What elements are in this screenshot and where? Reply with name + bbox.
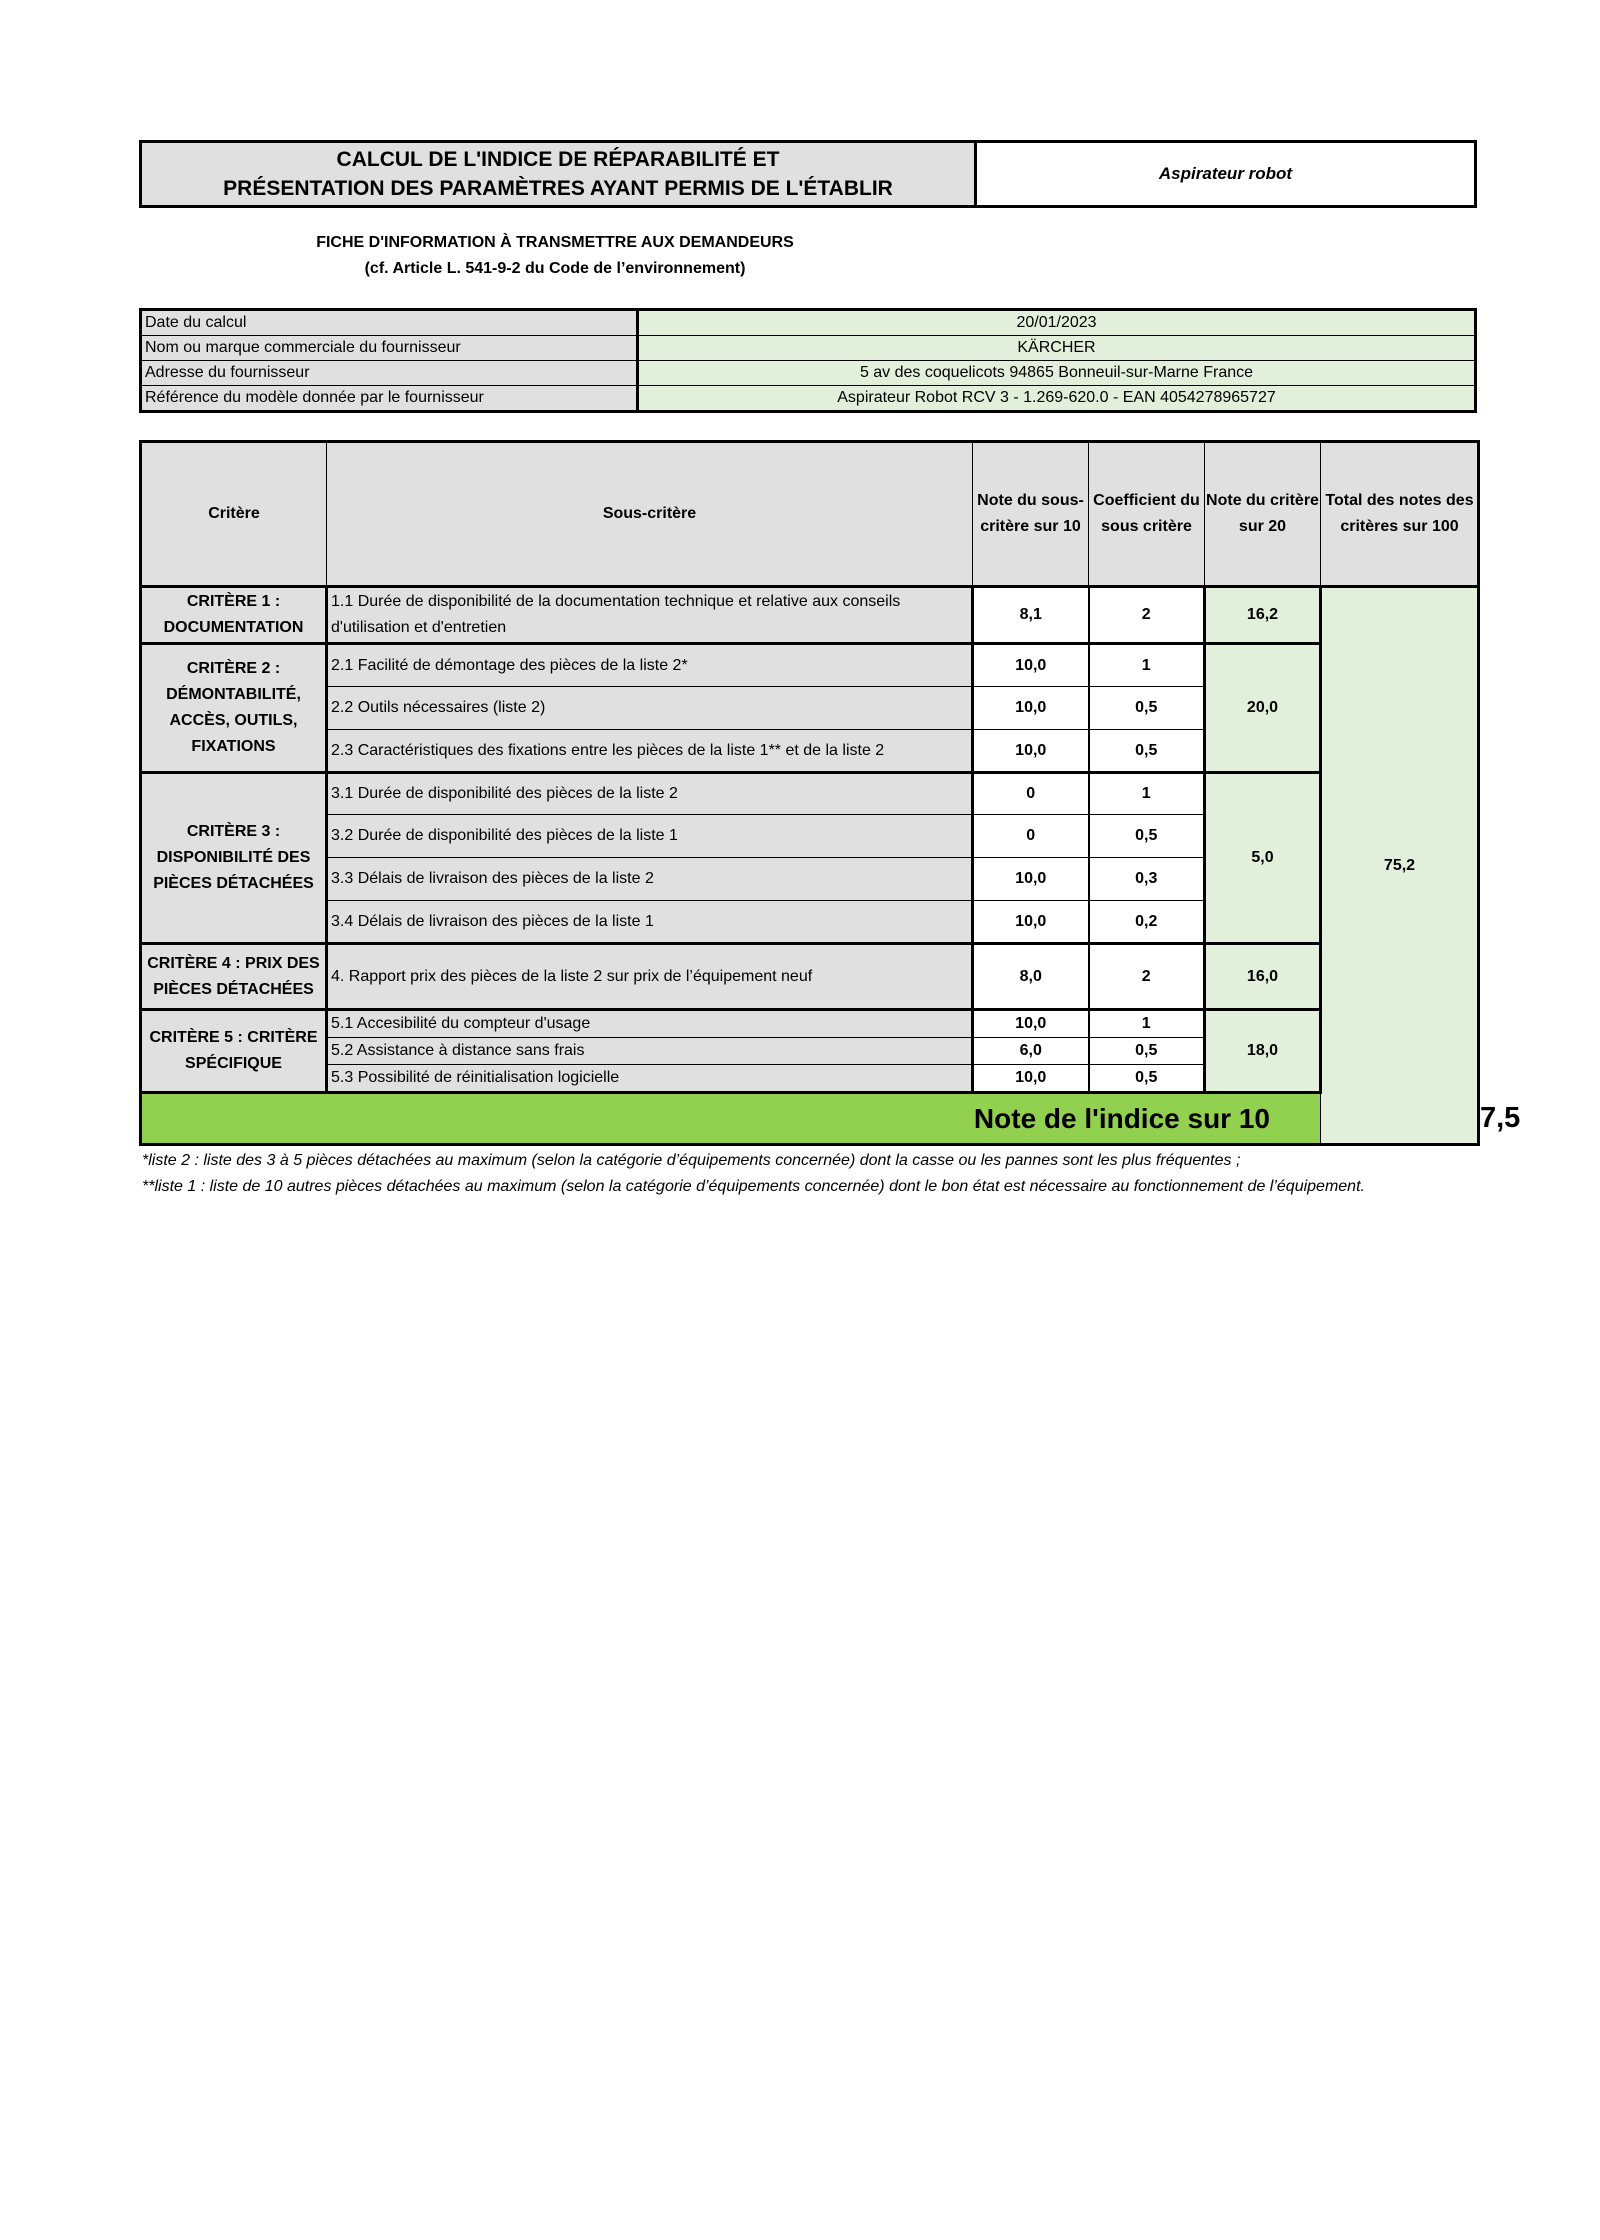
sub-criterion-note: 10,0 [973, 644, 1089, 687]
sub-criterion-coef: 1 [1089, 1010, 1205, 1038]
info-label: Adresse du fournisseur [141, 361, 638, 386]
header-note-sous-critere: Note du sous-critère sur 10 [973, 442, 1089, 587]
sub-criterion-note: 10,0 [973, 1065, 1089, 1093]
info-row-date [141, 310, 1476, 336]
sub-criterion-label: 2.1 Facilité de démontage des pièces de la liste 2* [327, 644, 973, 687]
sub-criterion-label: 5.1 Accesibilité du compteur d'usage [327, 1010, 973, 1038]
header-coefficient: Coefficient du sous critère [1089, 442, 1205, 587]
subtitle-line-2: (cf. Article L. 541-9-2 du Code de l’environnement) [364, 260, 746, 277]
info-row-address [141, 361, 1476, 386]
sub-criterion-label: 3.3 Délais de livraison des pièces de la liste 2 [327, 858, 973, 901]
criterion-3-label: CRITÈRE 3 : DISPONIBILITÉ DES PIÈCES DÉTACHÉES [141, 773, 327, 944]
sub-criterion-coef: 0,3 [1089, 858, 1205, 901]
product-category: Aspirateur robot [1158, 164, 1293, 183]
sub-criterion-note: 10,0 [973, 1010, 1089, 1038]
sub-criterion-note: 6,0 [973, 1038, 1089, 1065]
info-label: Référence du modèle donnée par le fournisseur [141, 386, 638, 412]
info-row-brand [141, 336, 1476, 361]
sub-criterion-note: 8,1 [973, 587, 1089, 644]
sub-criterion-coef: 0,5 [1089, 1038, 1205, 1065]
header-total: Total des notes des critères sur 100 [1321, 442, 1479, 587]
info-value: Aspirateur Robot RCV 3 - 1.269-620.0 - EAN 4054278965727 [638, 386, 1476, 412]
final-score-label: Note de l'indice sur 10 [141, 1093, 1321, 1145]
supplier-info-table [139, 308, 1477, 413]
sub-criterion-note: 10,0 [973, 858, 1089, 901]
info-label: Date du calcul [141, 310, 638, 336]
sub-criterion-coef: 0,5 [1089, 730, 1205, 773]
footnote-liste-2: *liste 2 : liste des 3 à 5 pièces détachées au maximum (selon la catégorie d’équipements concernée) dont la casse ou les pannes sont les plus fréquentes ; [142, 1152, 1241, 1169]
sub-criterion-label: 4. Rapport prix des pièces de la liste 2 sur prix de l’équipement neuf [327, 944, 973, 1010]
sub-criterion-label: 1.1 Durée de disponibilité de la documentation technique et relative aux conseils d'utilisation et d'entretien [327, 587, 973, 644]
table-row [141, 644, 1479, 687]
sub-criterion-coef: 1 [1089, 773, 1205, 815]
criterion-3-note: 5,0 [1205, 773, 1321, 944]
criterion-1-label: CRITÈRE 1 : DOCUMENTATION [141, 587, 327, 644]
table-row [141, 1010, 1479, 1038]
info-value: 20/01/2023 [638, 310, 1476, 336]
criterion-2-note: 20,0 [1205, 644, 1321, 773]
sub-criterion-label: 2.3 Caractéristiques des fixations entre les pièces de la liste 1** et de la liste 2 [327, 730, 973, 773]
sub-criterion-note: 10,0 [973, 730, 1089, 773]
header-critere: Critère [141, 442, 327, 587]
sub-criterion-coef: 2 [1089, 944, 1205, 1010]
criterion-4-label: CRITÈRE 4 : PRIX DES PIÈCES DÉTACHÉES [141, 944, 327, 1010]
sub-criterion-coef: 0,5 [1089, 1065, 1205, 1093]
title-line-2: PRÉSENTATION DES PARAMÈTRES AYANT PERMIS DE L'ÉTABLIR [223, 177, 893, 200]
sub-criterion-coef: 2 [1089, 587, 1205, 644]
sub-criterion-coef: 0,5 [1089, 687, 1205, 730]
table-row [141, 773, 1479, 815]
document-title [142, 143, 977, 205]
info-row-model [141, 386, 1476, 412]
info-label: Nom ou marque commerciale du fournisseur [141, 336, 638, 361]
header-note-critere: Note du critère sur 20 [1205, 442, 1321, 587]
header-sous-critere: Sous-critère [327, 442, 973, 587]
sub-criterion-label: 2.2 Outils nécessaires (liste 2) [327, 687, 973, 730]
footnote-liste-1: **liste 1 : liste de 10 autres pièces détachées au maximum (selon la catégorie d’équipements concernée) dont le bon état est nécessaire au fonctionnement de l’équipement. [142, 1178, 1365, 1195]
table-header-row [141, 442, 1479, 587]
total-score: 75,2 [1321, 587, 1479, 1145]
criterion-1-note: 16,2 [1205, 587, 1321, 644]
sub-criterion-coef: 0,2 [1089, 901, 1205, 944]
info-value: 5 av des coquelicots 94865 Bonneuil-sur-Marne France [638, 361, 1476, 386]
sub-criterion-label: 5.3 Possibilité de réinitialisation logicielle [327, 1065, 973, 1093]
criterion-2-label: CRITÈRE 2 : DÉMONTABILITÉ, ACCÈS, OUTILS, FIXATIONS [141, 644, 327, 773]
title-line-1: CALCUL DE L'INDICE DE RÉPARABILITÉ ET [336, 148, 780, 171]
criterion-5-note: 18,0 [1205, 1010, 1321, 1093]
table-row [141, 587, 1479, 644]
sub-criterion-label: 3.1 Durée de disponibilité des pièces de la liste 2 [327, 773, 973, 815]
sub-criterion-coef: 0,5 [1089, 815, 1205, 858]
sub-criterion-label: 3.2 Durée de disponibilité des pièces de la liste 1 [327, 815, 973, 858]
sub-criterion-note: 10,0 [973, 687, 1089, 730]
repairability-score-table [139, 440, 1521, 1146]
sub-criterion-note: 0 [973, 815, 1089, 858]
sub-criterion-label: 5.2 Assistance à distance sans frais [327, 1038, 973, 1065]
table-row [141, 944, 1479, 1010]
criterion-4-note: 16,0 [1205, 944, 1321, 1010]
info-value: KÄRCHER [638, 336, 1476, 361]
final-score-row: Note de l'indice sur 10 7,5 [141, 1093, 1479, 1145]
criterion-5-label: CRITÈRE 5 : CRITÈRE SPÉCIFIQUE [141, 1010, 327, 1093]
sub-criterion-coef: 1 [1089, 644, 1205, 687]
footnotes [142, 1148, 1442, 1200]
sub-criterion-note: 8,0 [973, 944, 1089, 1010]
subtitle-line-1: FICHE D'INFORMATION À TRANSMETTRE AUX DEMANDEURS [316, 234, 794, 251]
document-header [139, 140, 1477, 208]
sub-criterion-note: 10,0 [973, 901, 1089, 944]
sub-criterion-note: 0 [973, 773, 1089, 815]
sub-criterion-label: 3.4 Délais de livraison des pièces de la liste 1 [327, 901, 973, 944]
